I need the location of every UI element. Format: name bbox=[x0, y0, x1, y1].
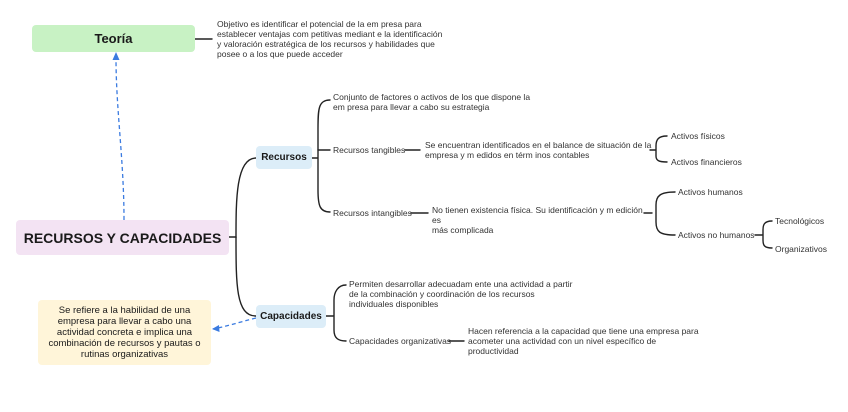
bracket-no-humanos bbox=[755, 221, 772, 248]
root-label: RECURSOS Y CAPACIDADES bbox=[23, 229, 222, 246]
bracket-capacidades bbox=[326, 285, 346, 341]
capacidades-note[interactable] bbox=[38, 300, 211, 365]
capacidades-node[interactable] bbox=[256, 305, 326, 328]
arrowhead-note bbox=[212, 325, 220, 332]
capacidades-organizativas-desc: Hacen referencia a la capacidad que tiene una empresa para acometer una actividad con un nivel específico de productividad bbox=[468, 326, 699, 356]
recursos-label: Recursos bbox=[261, 152, 307, 163]
capacidades-organizativas-label[interactable]: Capacidades organizativas bbox=[349, 336, 452, 346]
activos-no-humanos[interactable]: Activos no humanos bbox=[678, 230, 755, 240]
recursos-tangibles-desc: Se encuentran identificados en el balance de situación de la empresa y m edidos en térm inos contables bbox=[425, 140, 652, 160]
recursos-tangibles-label[interactable]: Recursos tangibles bbox=[333, 145, 406, 155]
connector-root-capacidades bbox=[236, 237, 256, 316]
recursos-node[interactable] bbox=[256, 146, 312, 169]
teoria-label: Teoría bbox=[94, 31, 133, 46]
root-node[interactable] bbox=[16, 220, 229, 255]
activos-fisicos[interactable]: Activos físicos bbox=[671, 131, 725, 141]
activos-financieros[interactable]: Activos financieros bbox=[671, 157, 742, 167]
note-text: Se refiere a la habilidad de una empresa para llevar a cabo una actividad concreta e implica una combinación de recursos y pautas o rutinas organizativas bbox=[48, 305, 201, 360]
dashed-root-teoria bbox=[116, 58, 124, 220]
bracket-recursos bbox=[312, 100, 330, 212]
teoria-description: Objetivo es identificar el potencial de la em presa para establecer ventajas com petitivas mediant e la identificación y valoración estratégica de los recursos y habilidades que posee o a los que puede acceder bbox=[217, 19, 443, 59]
capacidades-definition: Permiten desarrollar adecuadam ente una actividad a partir de la combinación y coordinación de los recursos individuales disponibles bbox=[349, 279, 573, 309]
organizativos[interactable]: Organizativos bbox=[775, 244, 827, 254]
dashed-capacidades-note bbox=[213, 318, 256, 329]
teoria-node[interactable] bbox=[32, 25, 195, 52]
recursos-intangibles-desc: No tienen existencia física. Su identificación y m edición es más complicada bbox=[432, 205, 643, 235]
activos-humanos[interactable]: Activos humanos bbox=[678, 187, 743, 197]
tecnologicos[interactable]: Tecnológicos bbox=[775, 216, 825, 226]
connector-root-recursos bbox=[229, 158, 256, 237]
capacidades-label: Capacidades bbox=[260, 311, 322, 322]
recursos-definition: Conjunto de factores o activos de los que dispone la em presa para llevar a cabo su estrategia bbox=[333, 92, 531, 112]
arrowhead-teoria bbox=[113, 52, 120, 60]
recursos-intangibles-label[interactable]: Recursos intangibles bbox=[333, 208, 412, 218]
